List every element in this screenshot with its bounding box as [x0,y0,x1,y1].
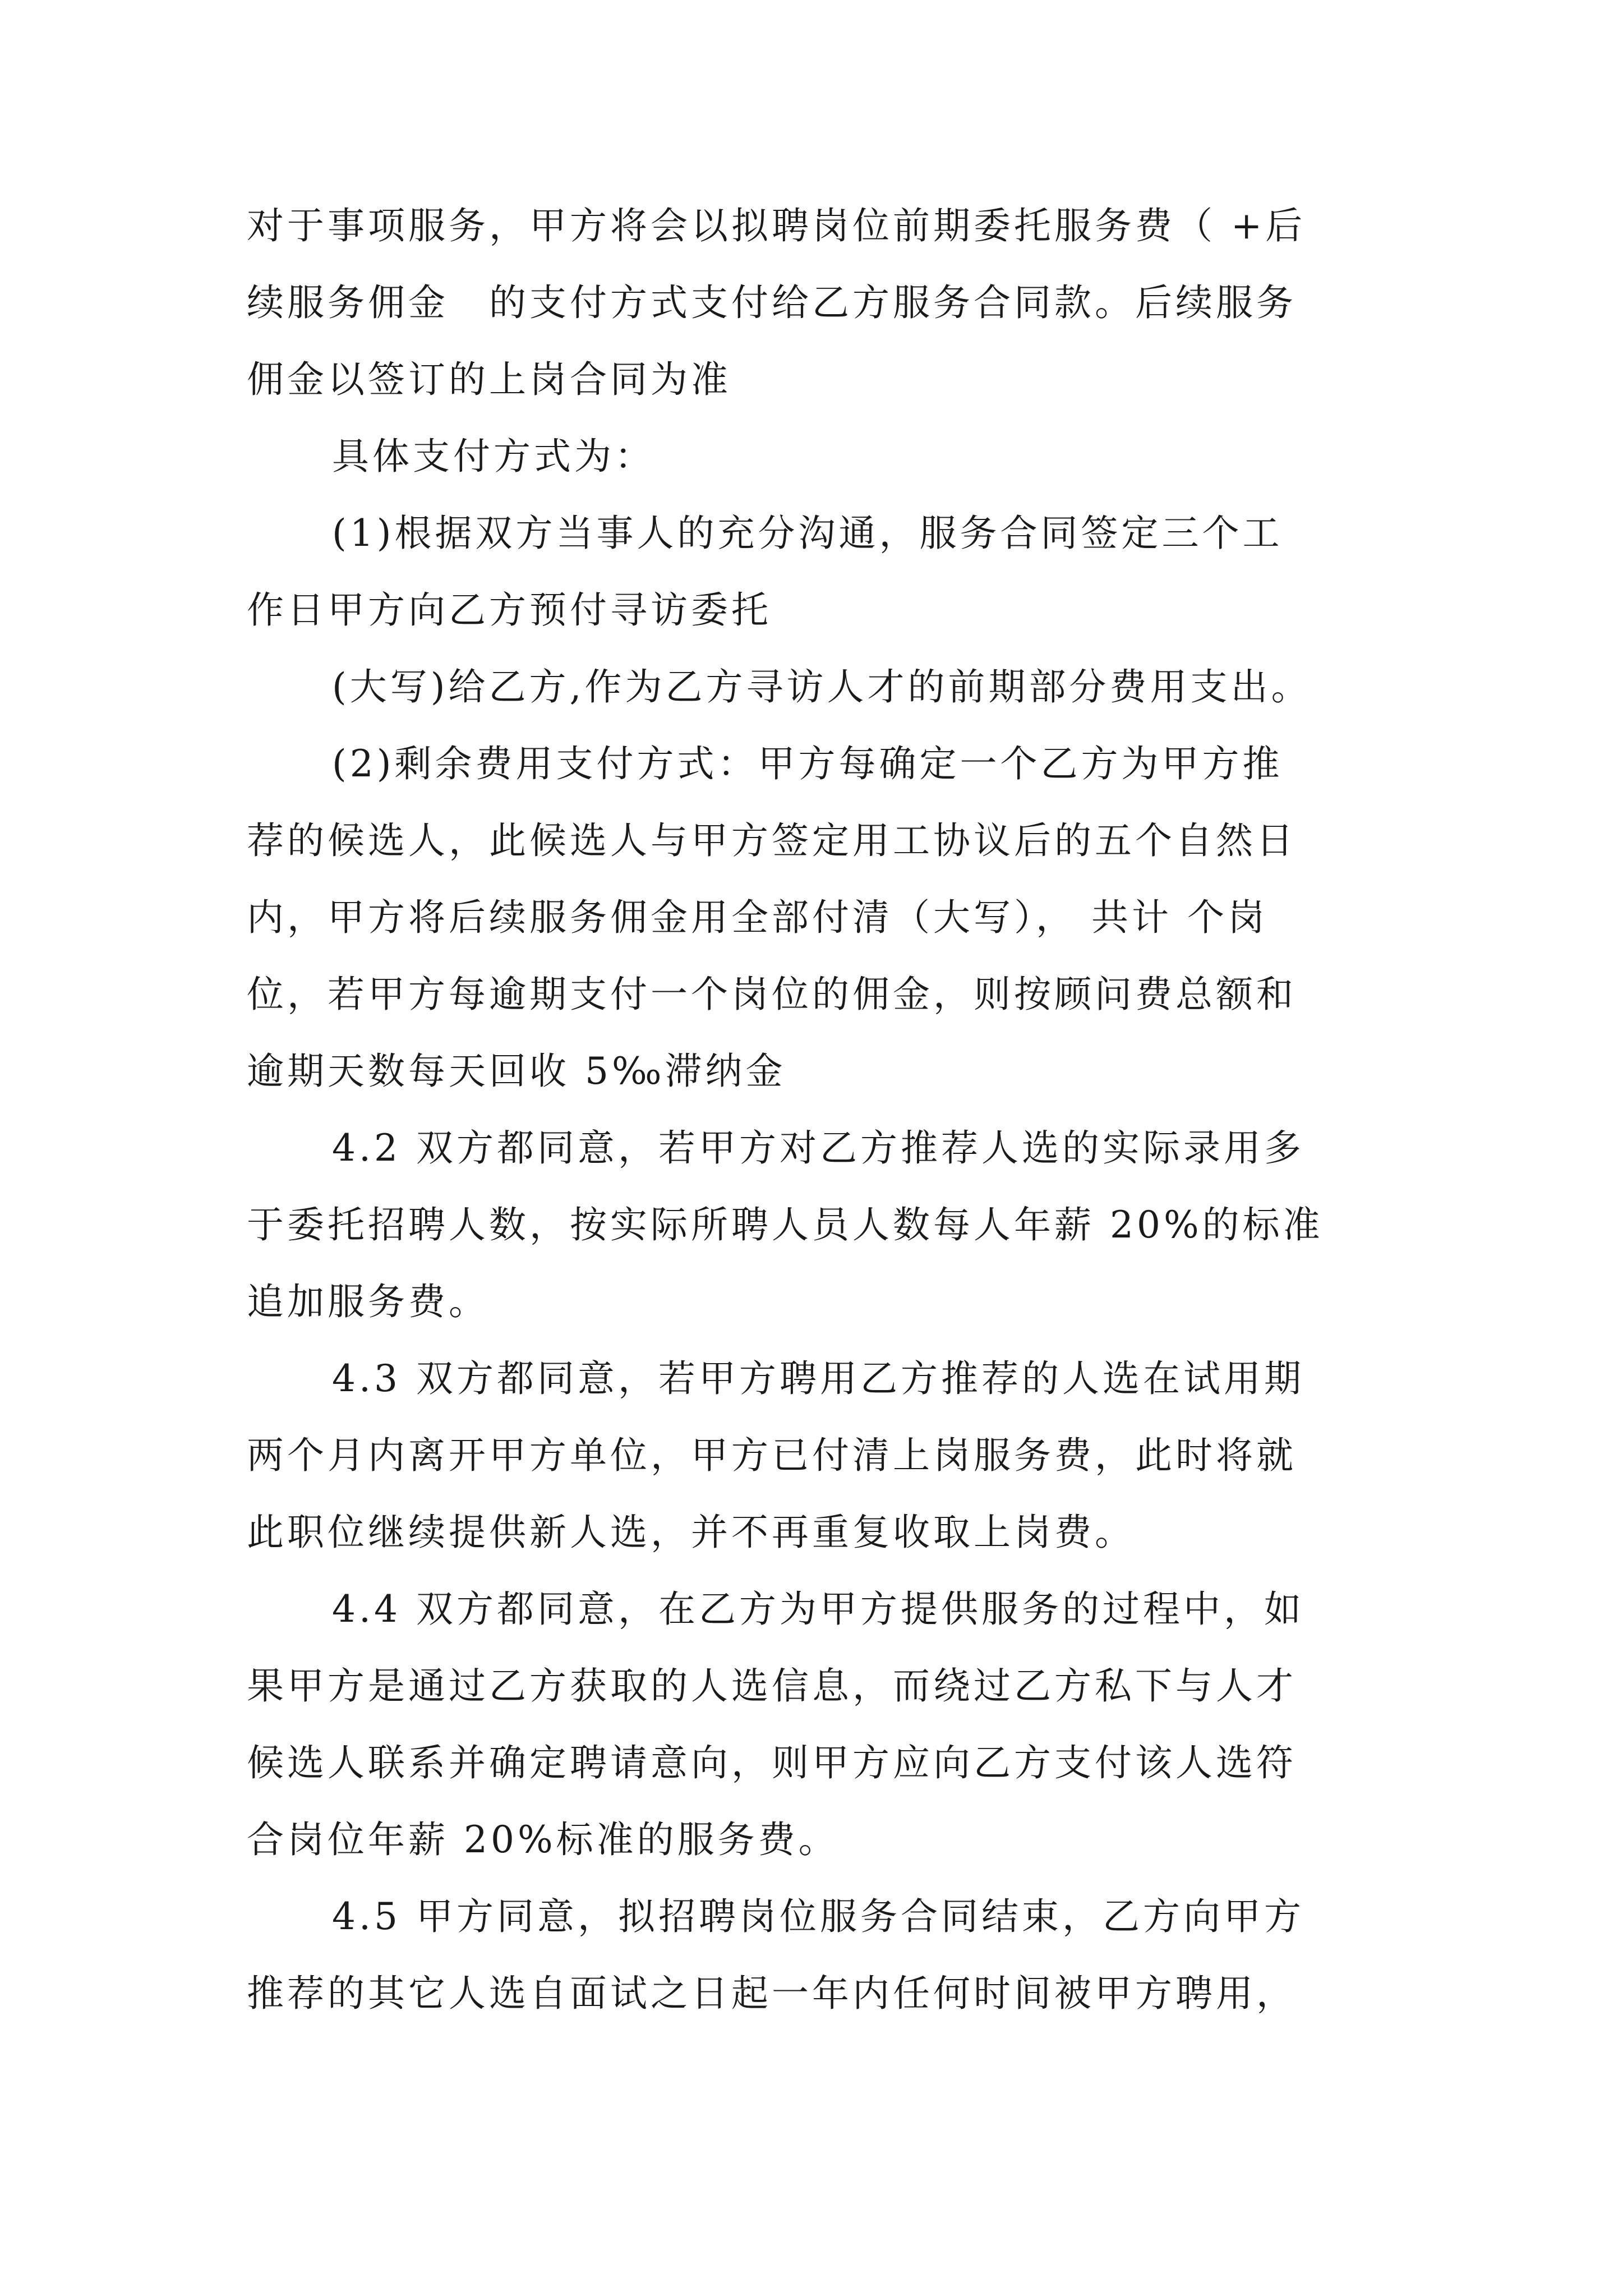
text-line: (1)根据双方当事人的充分沟通，服务合同签定三个工 [332,512,1283,555]
text-line: 位，若甲方每逾期支付一个岗位的佣金，则按顾问费总额和 [247,973,1297,1016]
text-line: 合岗位年薪 20%标准的服务费。 [247,1818,839,1861]
text-line: 荐的候选人，此候选人与甲方签定用工协议后的五个自然日 [247,819,1297,862]
text-line: 于委托招聘人数，按实际所聘人员人数每人年薪 20%的标准 [247,1203,1324,1246]
text-line: 此职位继续提供新人选，并不再重复收取上岗费。 [247,1511,1135,1554]
text-line: 4.4 双方都同意，在乙方为甲方提供服务的过程中，如 [332,1588,1304,1631]
text-line: (2)剩余费用支付方式：甲方每确定一个乙方为甲方推 [332,742,1283,785]
text-line: 作日甲方向乙方预付寻访委托 [247,588,772,632]
text-line: 候选人联系并确定聘请意向，则甲方应向乙方支付该人选符 [247,1741,1297,1784]
text-line: 4.2 双方都同意，若甲方对乙方推荐人选的实际录用多 [332,1126,1304,1170]
text-line: 逾期天数每天回收 5‰滞纳金 [247,1050,786,1093]
text-line: (大写)给乙方,作为乙方寻访人才的前期部分费用支出。 [332,665,1312,708]
text-line: 续服务佣金 的支付方式支付给乙方服务合同款。后续服务 [247,281,1297,324]
text-line: 4.3 双方都同意，若甲方聘用乙方推荐的人选在试用期 [332,1357,1304,1400]
text-line: 内，甲方将后续服务佣金用全部付清（大写）， 共计 个岗 [247,896,1268,939]
text-line: 推荐的其它人选自面试之日起一年内任何时间被甲方聘用， [247,1972,1297,2015]
text-line: 果甲方是通过乙方获取的人选信息，而绕过乙方私下与人才 [247,1664,1297,1708]
text-line: 佣金以签订的上岗合同为准 [247,358,731,401]
text-line: 对于事项服务，甲方将会以拟聘岗位前期委托服务费（ +后 [247,204,1306,247]
text-line: 4.5 甲方同意，拟招聘岗位服务合同结束，乙方向甲方 [332,1895,1304,1938]
text-line: 追加服务费。 [247,1280,489,1323]
text-line: 两个月内离开甲方单位，甲方已付清上岗服务费，此时将就 [247,1434,1297,1477]
text-line: 具体支付方式为： [332,435,655,478]
